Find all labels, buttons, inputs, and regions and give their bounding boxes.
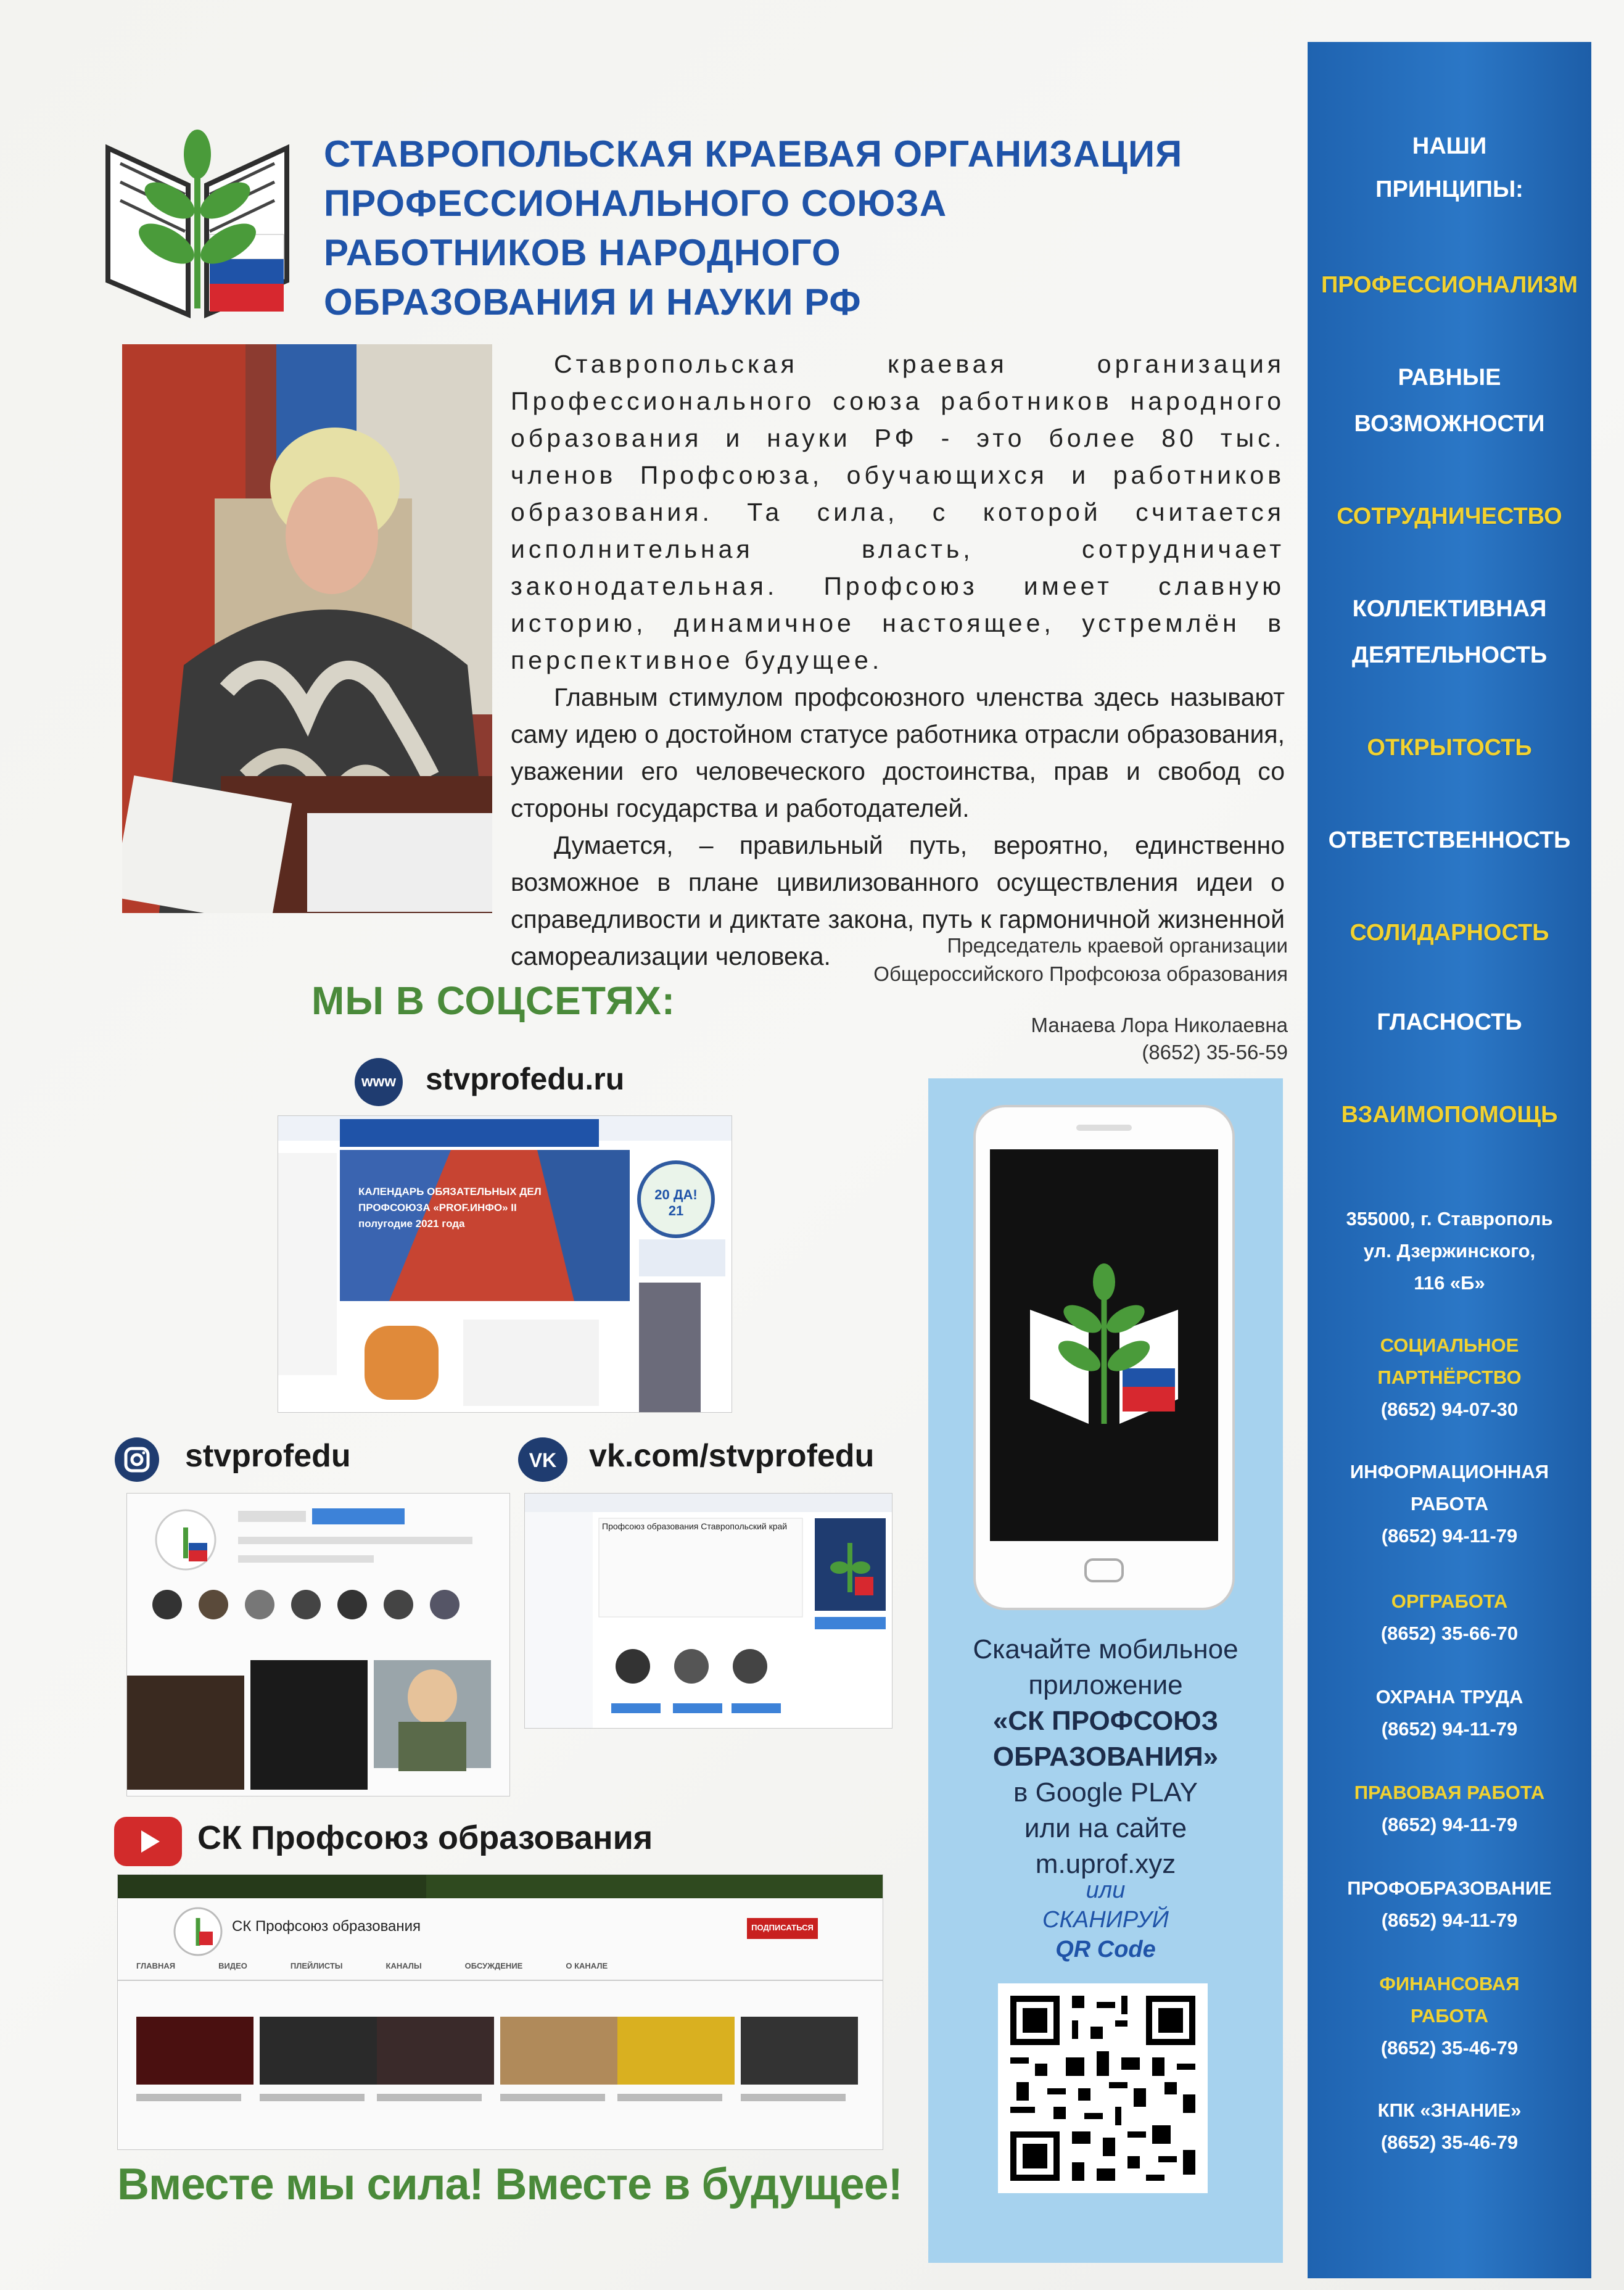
title-line-1: СТАВРОПОЛЬСКАЯ КРАЕВАЯ ОРГАНИЗАЦИЯ	[324, 133, 1183, 175]
contact-title: ИНФОРМАЦИОННАЯ	[1350, 1461, 1549, 1482]
principle-item: ПРОФЕССИОНАЛИЗМ	[1321, 272, 1578, 298]
contact-block	[1308, 2094, 1591, 2159]
contact-title: ПАРТНЁРСТВО	[1377, 1366, 1522, 1388]
youtube-screenshot	[117, 1874, 883, 2150]
youtube-tabs	[136, 1961, 608, 1970]
principle-item: СОТРУДНИЧЕСТВО	[1337, 503, 1562, 529]
app-text-line: Скачайте мобильное	[973, 1634, 1239, 1664]
contact-title: РАБОТА	[1410, 1493, 1489, 1515]
title-line-4: ОБРАЗОВАНИЯ И НАУКИ РФ	[324, 281, 862, 323]
app-text-line: или на сайте	[1024, 1813, 1187, 1843]
qr-code[interactable]	[998, 1983, 1208, 2193]
vk-icon[interactable]	[518, 1437, 567, 1482]
instagram-icon[interactable]	[115, 1437, 159, 1482]
principle-item: КОЛЛЕКТИВНАЯ	[1352, 596, 1547, 622]
union-logo	[102, 126, 293, 324]
website-screenshot	[278, 1115, 732, 1413]
app-name: «СК ПРОФСОЮЗ	[992, 1706, 1219, 1736]
youtube-tab[interactable]: КАНАЛЫ	[385, 1961, 422, 1970]
signature-role-line-1: Председатель краевой организации	[947, 934, 1288, 957]
address-line: 355000, г. Ставрополь	[1346, 1208, 1553, 1230]
website-link[interactable]: stvprofedu.ru	[426, 1062, 625, 1096]
contact-phone: (8652) 94-07-30	[1380, 1399, 1519, 1420]
website-badge: 20 ДА! 21	[654, 1187, 698, 1218]
contact-block	[1308, 1585, 1591, 1650]
youtube-subscribe-button[interactable]: ПОДПИСАТЬСЯ	[751, 1923, 814, 1932]
contact-phone: (8652) 94-11-79	[1381, 1718, 1518, 1740]
youtube-channel-name: СК Профсоюз образования	[232, 1918, 421, 1935]
signature-contact	[1031, 1012, 1288, 1066]
contact-title: ОРГРАБОТА	[1391, 1590, 1508, 1612]
contact-title: КПК «ЗНАНИЕ»	[1377, 2099, 1522, 2121]
app-download-text	[928, 1632, 1283, 1882]
principle-item: СОЛИДАРНОСТЬ	[1350, 920, 1549, 946]
website-banner-text: КАЛЕНДАРЬ ОБЯЗАТЕЛЬНЫХ ДЕЛ ПРОФСОЮЗА «PROF.ИНФО» II полугодие 2021 года	[358, 1186, 542, 1230]
instagram-screenshot	[126, 1493, 510, 1796]
youtube-tab[interactable]: ГЛАВНАЯ	[136, 1961, 176, 1970]
principles-heading-2: ПРИНЦИПЫ:	[1375, 176, 1523, 202]
contact-phone: (8652) 35-66-70	[1380, 1622, 1519, 1644]
contact-block	[1308, 1968, 1591, 2064]
contact-block	[1308, 1872, 1591, 1937]
intro-paragraph-1: Ставропольская краевая организация Профессионального союза работников народного образования и науки РФ - это более 80 тыс. членов Профсоюза, обучающихся и работников образования. Та сила, с которой считается исполнительная власть, сотрудничает законодательная. Профсоюз имеет славную историю, динамичное настоящее, устремлён в перспективное будущее.	[511, 350, 1285, 674]
contact-title: СОЦИАЛЬНОЕ	[1380, 1334, 1519, 1356]
principle-item: ОТКРЫТОСТЬ	[1367, 735, 1532, 761]
youtube-tab[interactable]: О КАНАЛЕ	[566, 1961, 608, 1970]
address-line: ул. Дзержинского,	[1363, 1240, 1536, 1262]
title-line-2: ПРОФЕССИОНАЛЬНОГО СОЮЗА	[324, 183, 947, 224]
qr-scan: СКАНИРУЙ	[1042, 1907, 1169, 1933]
vk-screenshot	[524, 1493, 892, 1729]
youtube-tab[interactable]: ПЛЕЙЛИСТЫ	[290, 1961, 343, 1970]
app-text-line: приложение	[1028, 1670, 1183, 1700]
intro-text	[511, 345, 1285, 975]
contact-phone: (8652) 35-46-79	[1380, 2037, 1519, 2059]
contact-phone: (8652) 35-46-79	[1380, 2131, 1519, 2153]
contact-title: РАБОТА	[1410, 2005, 1489, 2027]
vk-link[interactable]: vk.com/stvprofedu	[589, 1438, 875, 1474]
qr-or: или	[1086, 1877, 1126, 1903]
contact-title: ПРОФОБРАЗОВАНИЕ	[1347, 1877, 1552, 1899]
qr-caption	[928, 1875, 1283, 1964]
principle-item: ГЛАСНОСТЬ	[1377, 1009, 1522, 1035]
slogan: Вместе мы сила! Вместе в будущее!	[117, 2160, 902, 2209]
youtube-tab[interactable]: ВИДЕО	[218, 1961, 247, 1970]
social-heading: МЫ В СОЦСЕТЯХ:	[311, 978, 676, 1023]
instagram-link[interactable]: stvprofedu	[185, 1438, 351, 1474]
principles-heading-1: НАШИ	[1412, 133, 1487, 159]
contact-phone: (8652) 94-11-79	[1381, 1814, 1518, 1835]
chairwoman-photo	[122, 344, 492, 913]
signature-role	[873, 932, 1288, 988]
www-icon: www	[355, 1058, 403, 1106]
app-text-line: в Google PLAY	[1013, 1777, 1198, 1808]
signature-role-line-2: Общероссийского Профсоюза образования	[873, 962, 1288, 985]
contact-title: ПРАВОВАЯ РАБОТА	[1354, 1782, 1545, 1803]
youtube-icon[interactable]	[114, 1817, 182, 1866]
contact-block	[1308, 1456, 1591, 1552]
contact-block	[1308, 1329, 1591, 1426]
contact-title: ФИНАНСОВАЯ	[1379, 1973, 1520, 1994]
contact-block	[1308, 1681, 1591, 1745]
youtube-channel-link[interactable]: СК Профсоюз образования	[197, 1819, 653, 1856]
intro-paragraph-3: Думается, – правильный путь, вероятно, единственно возможное в плане цивилизованного осуществления идеи о справедливости и диктате закона, путь к гармоничной жизненной самореализации человека.	[511, 831, 1285, 970]
principle-item: РАВНЫЕ	[1398, 365, 1501, 391]
contact-block	[1308, 1777, 1591, 1841]
contact-phone: (8652) 94-11-79	[1381, 1909, 1518, 1931]
qr-label: QR Code	[1055, 1937, 1156, 1962]
address-line: 116 «Б»	[1414, 1272, 1485, 1294]
principle-item: ДЕЯТЕЛЬНОСТЬ	[1351, 642, 1548, 668]
principle-item: ВЗАИМОПОМОЩЬ	[1341, 1102, 1558, 1128]
contact-title: ОХРАНА ТРУДА	[1375, 1686, 1523, 1708]
youtube-tab[interactable]: ОБСУЖДЕНИЕ	[464, 1961, 523, 1970]
organization-title	[324, 130, 1212, 327]
signature-phone: (8652) 35-56-59	[1142, 1041, 1288, 1064]
address	[1308, 1203, 1591, 1299]
app-site-link[interactable]: m.uprof.xyz	[1035, 1849, 1176, 1879]
signature-name: Манаева Лора Николаевна	[1031, 1014, 1288, 1036]
vk-group-title: Профсоюз образования Ставропольский край	[602, 1521, 788, 1531]
principle-item: ВОЗМОЖНОСТИ	[1354, 411, 1545, 437]
svg-text:VK: VK	[529, 1449, 557, 1471]
app-name: ОБРАЗОВАНИЯ»	[992, 1742, 1219, 1772]
contact-phone: (8652) 94-11-79	[1381, 1525, 1518, 1547]
intro-paragraph-2: Главным стимулом профсоюзного членства здесь называют саму идею о достойном статусе работника отрасли образования, уважении его человеческого достоинства, прав и свобод со стороны государства и работодателей.	[511, 683, 1285, 822]
principle-item: ОТВЕТСТВЕННОСТЬ	[1328, 827, 1571, 853]
title-line-3: РАБОТНИКОВ НАРОДНОГО	[324, 232, 841, 273]
